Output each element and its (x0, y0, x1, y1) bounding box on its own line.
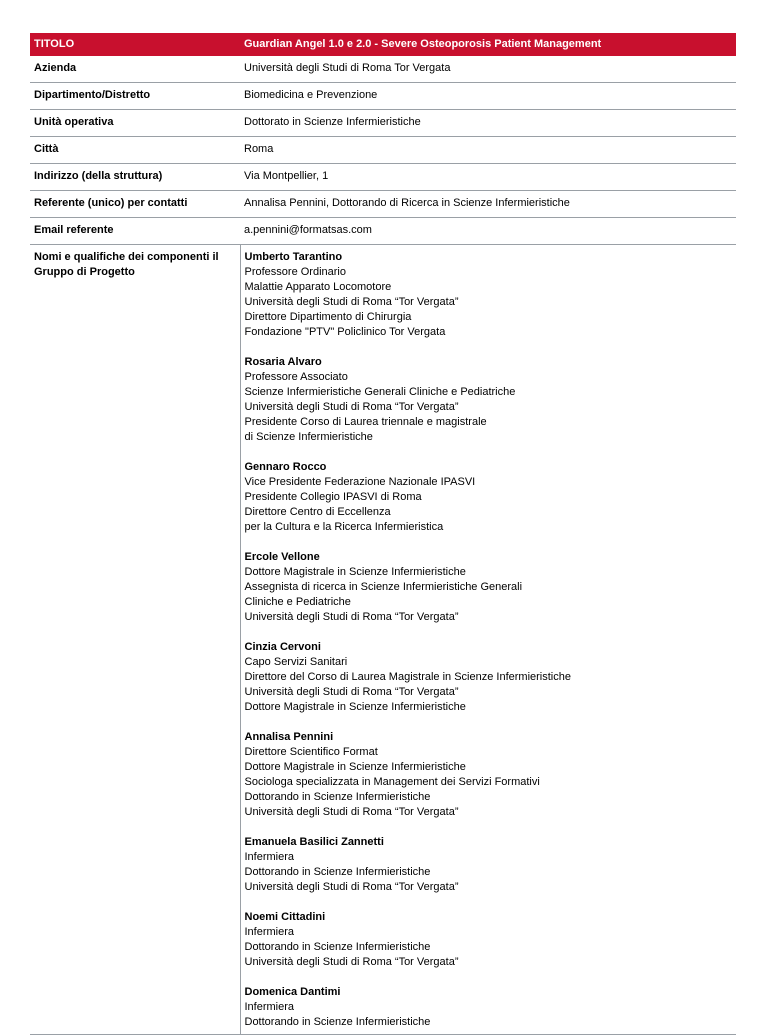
row-label: Referente (unico) per contatti (30, 191, 240, 218)
member-qualification: Dottore Magistrale in Scienze Infermieristiche (244, 761, 466, 773)
member-qualification: Dottorando in Scienze Infermieristiche (244, 866, 431, 878)
member-qualification: di Scienze Infermieristiche (244, 431, 373, 443)
member-qualification: Università degli Studi di Roma “Tor Vergata” (244, 296, 459, 308)
member-qualification: Università degli Studi di Roma “Tor Vergata” (244, 956, 459, 968)
row-value: Annalisa Pennini, Dottorando di Ricerca in Scienze Infermieristiche (240, 191, 736, 218)
row-value: Roma (240, 137, 736, 164)
member-name: Rosaria Alvaro (244, 356, 322, 368)
row-label: Email referente (30, 218, 240, 245)
project-info-table (30, 33, 736, 1035)
member-name: Emanuela Basilici Zannetti (244, 836, 384, 848)
row-value: Dottorato in Scienze Infermieristiche (240, 110, 736, 137)
member-qualification: Direttore del Corso di Laurea Magistrale in Scienze Infermieristiche (244, 671, 571, 683)
group-members-list (240, 245, 736, 1035)
member-qualification: Direttore Centro di Eccellenza (244, 506, 391, 518)
info-row-email (30, 218, 736, 245)
member-entry (245, 640, 733, 715)
member-name: Domenica Dantimi (244, 986, 341, 998)
info-row-azienda (30, 56, 736, 83)
member-qualification: Università degli Studi di Roma “Tor Vergata” (244, 686, 459, 698)
member-qualification: Fondazione "PTV" Policlinico Tor Vergata (244, 326, 446, 338)
group-members-row (30, 245, 736, 1035)
row-value: Via Montpellier, 1 (240, 164, 736, 191)
member-qualification: Capo Servizi Sanitari (244, 656, 348, 668)
member-entry (245, 835, 733, 895)
group-label-line1: Nomi e qualifiche dei componenti il (34, 251, 219, 263)
member-entry (245, 730, 733, 820)
member-qualification: Direttore Scientifico Format (244, 746, 378, 758)
title-label: TITOLO (30, 33, 240, 56)
row-value: Università degli Studi di Roma Tor Vergata (240, 56, 736, 83)
member-qualification: Dottorando in Scienze Infermieristiche (244, 941, 431, 953)
member-qualification: Presidente Corso di Laurea triennale e magistrale (244, 416, 487, 428)
member-qualification: Università degli Studi di Roma “Tor Vergata” (244, 806, 459, 818)
row-label: Unità operativa (30, 110, 240, 137)
info-row-unita-operativa (30, 110, 736, 137)
member-entry (245, 910, 733, 970)
member-name: Umberto Tarantino (244, 251, 343, 263)
member-qualification: Assegnista di ricerca in Scienze Infermieristiche Generali (244, 581, 523, 593)
member-name: Cinzia Cervoni (244, 641, 321, 653)
member-qualification: Infermiera (244, 1001, 295, 1013)
project-title: Guardian Angel 1.0 e 2.0 - Severe Osteoporosis Patient Management (240, 33, 736, 56)
title-row (30, 33, 736, 56)
member-qualification: Direttore Dipartimento di Chirurgia (244, 311, 412, 323)
member-qualification: Vice Presidente Federazione Nazionale IPASVI (244, 476, 476, 488)
member-name: Ercole Vellone (244, 551, 320, 563)
member-qualification: Università degli Studi di Roma “Tor Vergata” (244, 611, 459, 623)
member-qualification: Dottore Magistrale in Scienze Infermieristiche (244, 701, 466, 713)
row-label: Città (30, 137, 240, 164)
member-entry (245, 250, 733, 340)
email-value[interactable]: a.pennini@formatsas.com (240, 218, 736, 245)
member-name: Gennaro Rocco (244, 461, 327, 473)
member-qualification: Scienze Infermieristiche Generali Cliniche e Pediatriche (244, 386, 516, 398)
member-qualification: Dottorando in Scienze Infermieristiche (244, 791, 431, 803)
member-qualification: Sociologa specializzata in Management dei Servizi Formativi (244, 776, 540, 788)
member-qualification: Presidente Collegio IPASVI di Roma (244, 491, 422, 503)
info-row-indirizzo (30, 164, 736, 191)
row-label: Azienda (30, 56, 240, 83)
group-label-line2: Gruppo di Progetto (34, 266, 135, 278)
member-qualification: Infermiera (244, 926, 295, 938)
member-qualification: Infermiera (244, 851, 295, 863)
member-qualification: per la Cultura e la Ricerca Infermieristica (244, 521, 444, 533)
member-name: Noemi Cittadini (244, 911, 326, 923)
member-entry (245, 460, 733, 535)
member-entry (245, 355, 733, 445)
member-qualification: Dottorando in Scienze Infermieristiche (244, 1016, 431, 1028)
member-qualification: Università degli Studi di Roma “Tor Vergata” (244, 881, 459, 893)
info-row-referente (30, 191, 736, 218)
info-row-dipartimento (30, 83, 736, 110)
member-qualification: Dottore Magistrale in Scienze Infermieristiche (244, 566, 466, 578)
member-qualification: Professore Ordinario (244, 266, 346, 278)
member-entry (245, 550, 733, 625)
member-qualification: Malattie Apparato Locomotore (244, 281, 392, 293)
member-qualification: Università degli Studi di Roma “Tor Vergata” (244, 401, 459, 413)
info-row-citta (30, 137, 736, 164)
group-label (30, 245, 240, 1035)
row-label: Indirizzo (della struttura) (30, 164, 240, 191)
project-info-sheet (30, 33, 736, 1035)
member-qualification: Cliniche e Pediatriche (244, 596, 351, 608)
member-qualification: Professore Associato (244, 371, 348, 383)
member-name: Annalisa Pennini (244, 731, 334, 743)
row-value: Biomedicina e Prevenzione (240, 83, 736, 110)
row-label: Dipartimento/Distretto (30, 83, 240, 110)
member-entry (245, 985, 733, 1030)
